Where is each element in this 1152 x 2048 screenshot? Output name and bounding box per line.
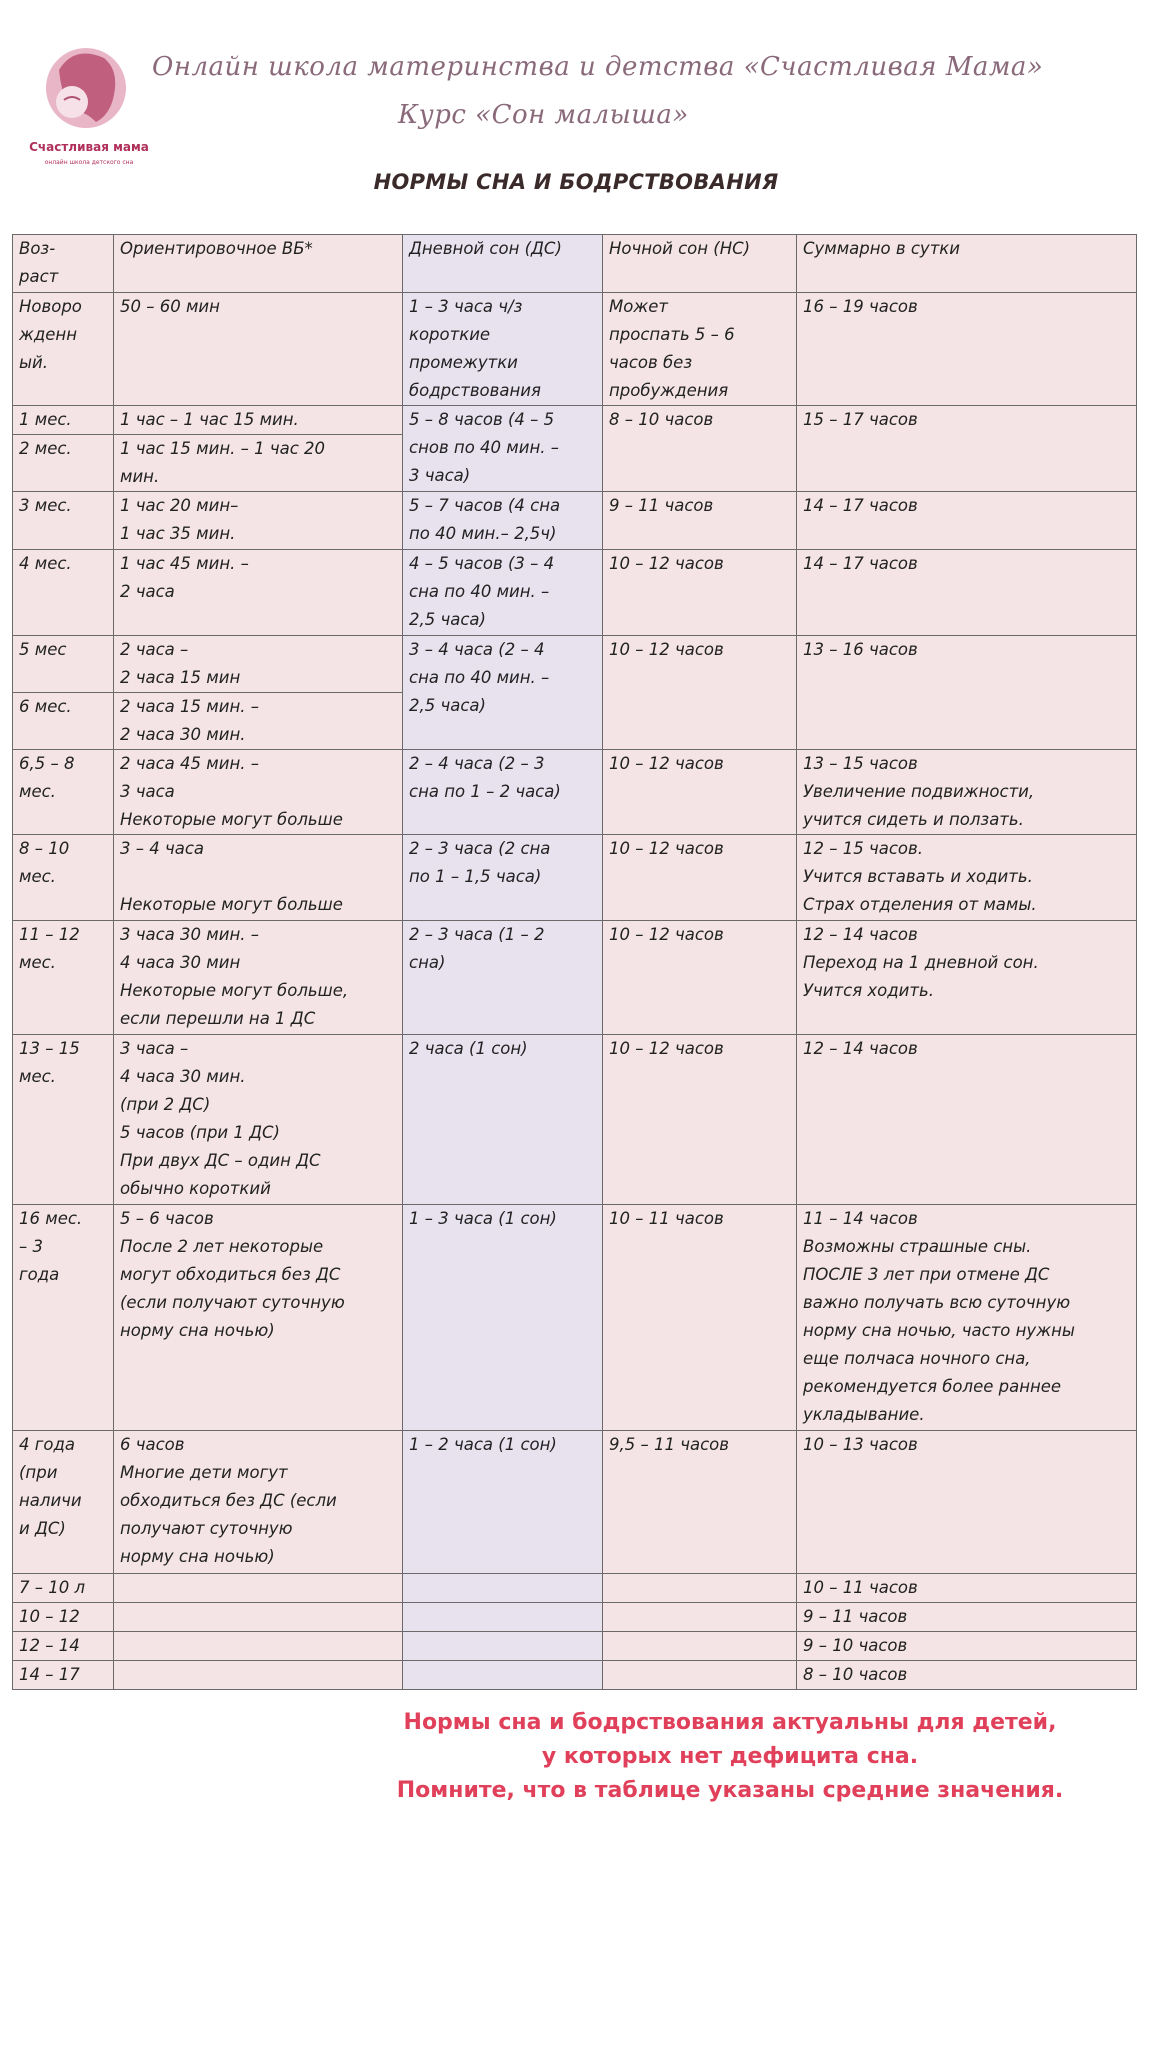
cell-day-sleep: 3 – 4 часа (2 – 4 сна по 40 мин. – 2,5 часа) xyxy=(403,636,603,750)
cell-wake: 1 час 45 мин. – 2 часа xyxy=(114,550,403,636)
cell-wake xyxy=(114,1661,403,1690)
cell-age: 6,5 – 8 мес. xyxy=(13,750,114,835)
cell-wake xyxy=(114,1632,403,1661)
table-row xyxy=(13,921,1137,1035)
cell-age: 8 – 10 мес. xyxy=(13,835,114,921)
cell-age: 11 – 12 мес. xyxy=(13,921,114,1035)
cell-wake: 1 час 20 мин– 1 час 35 мин. xyxy=(114,492,403,550)
cell-age: 14 – 17 xyxy=(13,1661,114,1690)
cell-night-sleep xyxy=(603,1661,797,1690)
cell-day-sleep: 1 – 3 часа ч/з короткие промежутки бодрствования xyxy=(403,293,603,406)
cell-night-sleep: 8 – 10 часов xyxy=(603,406,797,492)
cell-wake xyxy=(114,1603,403,1632)
sleep-norms-table xyxy=(12,234,1137,1690)
cell-total: 11 – 14 часов Возможны страшные сны. ПОСЛЕ 3 лет при отмене ДС важно получать всю суточную норму сна ночью, часто нужны еще полчаса ночного сна, рекомендуется более раннее укладывание. xyxy=(797,1205,1137,1431)
cell-wake: 3 часа – 4 часа 30 мин. (при 2 ДС) 5 часов (при 1 ДС) При двух ДС – один ДС обычно короткий xyxy=(114,1035,403,1205)
footer-line-2: у которых нет дефицита сна. xyxy=(541,1744,919,1769)
cell-day-sleep: 2 – 3 часа (2 сна по 1 – 1,5 часа) xyxy=(403,835,603,921)
cell-age: 16 мес. – 3 года xyxy=(13,1205,114,1431)
cell-wake: 6 часов Многие дети могут обходиться без ДС (если получают суточную норму сна ночью) xyxy=(114,1431,403,1574)
cell-age: 3 мес. xyxy=(13,492,114,550)
cell-age: 7 – 10 л xyxy=(13,1574,114,1603)
cell-age: 10 – 12 xyxy=(13,1603,114,1632)
footer-line-1: Нормы сна и бодрствования актуальны для детей, xyxy=(403,1710,1057,1735)
page-title: НОРМЫ СНА И БОДРСТВОВАНИЯ xyxy=(373,170,779,194)
cell-total: 13 – 16 часов xyxy=(797,636,1137,750)
table-header-row xyxy=(13,235,1137,293)
table-row xyxy=(13,636,1137,693)
cell-night-sleep: 10 – 12 часов xyxy=(603,550,797,636)
cell-wake: 2 часа 15 мин. – 2 часа 30 мин. xyxy=(114,693,403,750)
cell-total: 15 – 17 часов xyxy=(797,406,1137,492)
table-row xyxy=(13,406,1137,435)
logo-subtext: онлайн школа детского сна xyxy=(44,159,134,166)
school-name: Онлайн школа материнства и детства «Счастливая Мама» xyxy=(152,52,1044,82)
cell-day-sleep: 4 – 5 часов (3 – 4 сна по 40 мин. – 2,5 часа) xyxy=(403,550,603,636)
cell-day-sleep xyxy=(403,1632,603,1661)
table-row xyxy=(13,1603,1137,1632)
table-row xyxy=(13,293,1137,406)
course-name: Курс «Сон малыша» xyxy=(398,100,689,130)
cell-wake: 3 часа 30 мин. – 4 часа 30 мин Некоторые могут больше, если перешли на 1 ДС xyxy=(114,921,403,1035)
cell-age: 4 мес. xyxy=(13,550,114,636)
table-row xyxy=(13,835,1137,921)
header-age: Воз- раст xyxy=(13,235,114,293)
cell-total: 12 – 15 часов. Учится вставать и ходить. Страх отделения от мамы. xyxy=(797,835,1137,921)
header-night-sleep: Ночной сон (НС) xyxy=(603,235,797,293)
header-day-sleep: Дневной сон (ДС) xyxy=(403,235,603,293)
table-row xyxy=(13,1205,1137,1431)
cell-wake: 2 часа 45 мин. – 3 часа Некоторые могут больше xyxy=(114,750,403,835)
cell-night-sleep xyxy=(603,1632,797,1661)
cell-wake: 50 – 60 мин xyxy=(114,293,403,406)
school-logo xyxy=(14,40,164,170)
table-row xyxy=(13,750,1137,835)
cell-wake: 5 – 6 часов После 2 лет некоторые могут обходиться без ДС (если получают суточную норму сна ночью) xyxy=(114,1205,403,1431)
cell-night-sleep xyxy=(603,1603,797,1632)
footer-line-3: Помните, что в таблице указаны средние значения. xyxy=(396,1778,1064,1803)
cell-total: 10 – 11 часов xyxy=(797,1574,1137,1603)
cell-night-sleep: 10 – 11 часов xyxy=(603,1205,797,1431)
cell-night-sleep: 10 – 12 часов xyxy=(603,1035,797,1205)
cell-age: 1 мес. xyxy=(13,406,114,435)
cell-total: 9 – 11 часов xyxy=(797,1603,1137,1632)
cell-day-sleep: 2 – 3 часа (1 – 2 сна) xyxy=(403,921,603,1035)
cell-age: 13 – 15 мес. xyxy=(13,1035,114,1205)
cell-night-sleep: 10 – 12 часов xyxy=(603,636,797,750)
cell-total: 8 – 10 часов xyxy=(797,1661,1137,1690)
cell-day-sleep: 1 – 3 часа (1 сон) xyxy=(403,1205,603,1431)
cell-age: 5 мес xyxy=(13,636,114,693)
cell-night-sleep: Может проспать 5 – 6 часов без пробуждения xyxy=(603,293,797,406)
cell-total: 10 – 13 часов xyxy=(797,1431,1137,1574)
cell-day-sleep xyxy=(403,1574,603,1603)
cell-night-sleep: 10 – 12 часов xyxy=(603,835,797,921)
cell-day-sleep xyxy=(403,1661,603,1690)
cell-total: 9 – 10 часов xyxy=(797,1632,1137,1661)
table-row xyxy=(13,1574,1137,1603)
table-row xyxy=(13,1431,1137,1574)
cell-day-sleep: 2 часа (1 сон) xyxy=(403,1035,603,1205)
cell-night-sleep: 9,5 – 11 часов xyxy=(603,1431,797,1574)
cell-age: Новоро жденн ый. xyxy=(13,293,114,406)
cell-day-sleep: 5 – 7 часов (4 сна по 40 мин.– 2,5ч) xyxy=(403,492,603,550)
table-row xyxy=(13,1661,1137,1690)
cell-age: 4 года (при наличи и ДС) xyxy=(13,1431,114,1574)
cell-wake: 1 час – 1 час 15 мин. xyxy=(114,406,403,435)
cell-age: 12 – 14 xyxy=(13,1632,114,1661)
cell-total: 16 – 19 часов xyxy=(797,293,1137,406)
cell-total: 14 – 17 часов xyxy=(797,492,1137,550)
footer-note xyxy=(340,1706,1120,1808)
cell-day-sleep xyxy=(403,1603,603,1632)
logo-text: Счастливая мама xyxy=(29,140,149,154)
cell-day-sleep: 1 – 2 часа (1 сон) xyxy=(403,1431,603,1574)
cell-wake: 2 часа – 2 часа 15 мин xyxy=(114,636,403,693)
cell-night-sleep: 10 – 12 часов xyxy=(603,750,797,835)
cell-wake: 1 час 15 мин. – 1 час 20 мин. xyxy=(114,435,403,492)
cell-night-sleep xyxy=(603,1574,797,1603)
cell-night-sleep: 10 – 12 часов xyxy=(603,921,797,1035)
cell-age: 2 мес. xyxy=(13,435,114,492)
table-row xyxy=(13,1632,1137,1661)
cell-day-sleep: 5 – 8 часов (4 – 5 снов по 40 мин. – 3 часа) xyxy=(403,406,603,492)
cell-total: 14 – 17 часов xyxy=(797,550,1137,636)
cell-total: 12 – 14 часов xyxy=(797,1035,1137,1205)
cell-total: 12 – 14 часов Переход на 1 дневной сон. Учится ходить. xyxy=(797,921,1137,1035)
table-row xyxy=(13,550,1137,636)
cell-day-sleep: 2 – 4 часа (2 – 3 сна по 1 – 2 часа) xyxy=(403,750,603,835)
table-row xyxy=(13,492,1137,550)
cell-age: 6 мес. xyxy=(13,693,114,750)
table-row xyxy=(13,1035,1137,1205)
header-total: Суммарно в сутки xyxy=(797,235,1137,293)
header-wake: Ориентировочное ВБ* xyxy=(114,235,403,293)
cell-wake: 3 – 4 часа Некоторые могут больше xyxy=(114,835,403,921)
cell-night-sleep: 9 – 11 часов xyxy=(603,492,797,550)
cell-total: 13 – 15 часов Увеличение подвижности, учится сидеть и ползать. xyxy=(797,750,1137,835)
cell-wake xyxy=(114,1574,403,1603)
